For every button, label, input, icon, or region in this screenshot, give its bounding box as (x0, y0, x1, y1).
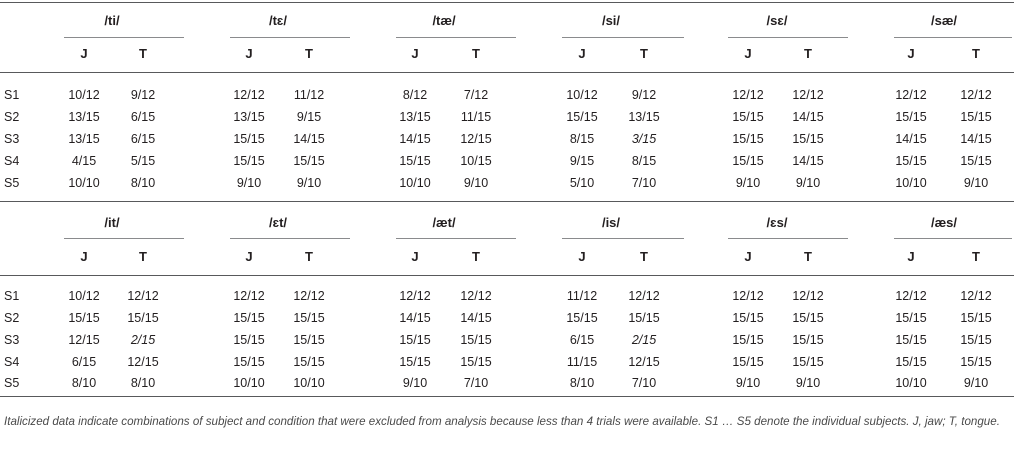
table-cell: 12/12 (895, 289, 927, 303)
table-cell: 15/15 (68, 311, 100, 325)
table-cell: 12/15 (628, 355, 660, 369)
table-cell: 15/15 (293, 333, 325, 347)
group-underline (728, 37, 848, 38)
table-cell: 4/15 (71, 154, 97, 168)
table-cell: 15/15 (960, 154, 992, 168)
group-header: /si/ (601, 13, 621, 28)
row-label: S2 (4, 110, 20, 124)
table-cell: 12/12 (127, 289, 159, 303)
subheader-jaw: J (744, 249, 752, 264)
table-cell: 14/15 (895, 132, 927, 146)
table-cell: 12/12 (399, 289, 431, 303)
table-cell: 15/15 (399, 355, 431, 369)
group-header: /ɛs/ (766, 215, 788, 230)
table-cell: 9/15 (569, 154, 595, 168)
table-rule (0, 72, 1014, 73)
table-rule (0, 2, 1014, 3)
group-underline (230, 238, 350, 239)
group-header: /it/ (104, 215, 120, 230)
table-cell: 15/15 (792, 311, 824, 325)
row-label: S5 (4, 176, 20, 190)
table-cell: 15/15 (732, 333, 764, 347)
table-cell: 15/15 (233, 311, 265, 325)
table-cell: 8/10 (569, 376, 595, 390)
table-cell: 9/10 (735, 176, 761, 190)
subheader-tongue: T (305, 249, 313, 264)
subheader-jaw: J (411, 46, 419, 61)
subheader-tongue: T (139, 249, 147, 264)
table-cell: 10/12 (68, 88, 100, 102)
table-cell: 14/15 (399, 311, 431, 325)
table-cell: 12/12 (233, 88, 265, 102)
table-rule (0, 396, 1014, 397)
subheader-jaw: J (744, 46, 752, 61)
table-cell: 13/15 (68, 110, 100, 124)
table-cell: 12/12 (460, 289, 492, 303)
table-cell: 10/12 (566, 88, 598, 102)
table-cell: 13/15 (68, 132, 100, 146)
table-cell: 7/10 (631, 176, 657, 190)
table-cell: 15/15 (732, 355, 764, 369)
subheader-tongue: T (305, 46, 313, 61)
table-cell: 3/15 (631, 132, 657, 146)
table-cell: 15/15 (399, 154, 431, 168)
subheader-jaw: J (80, 46, 88, 61)
table-cell: 14/15 (293, 132, 325, 146)
table-cell: 6/15 (569, 333, 595, 347)
table-cell: 14/15 (960, 132, 992, 146)
table-cell: 11/12 (293, 88, 325, 102)
table-cell: 15/15 (566, 311, 598, 325)
table-cell: 15/15 (293, 355, 325, 369)
table-cell: 15/15 (127, 311, 159, 325)
subheader-tongue: T (804, 46, 812, 61)
table-cell: 8/10 (71, 376, 97, 390)
table-cell: 15/15 (233, 333, 265, 347)
table-cell: 15/15 (732, 311, 764, 325)
subheader-tongue: T (472, 249, 480, 264)
row-label: S5 (4, 376, 20, 390)
group-header: /is/ (601, 215, 621, 230)
table-cell: 15/15 (895, 333, 927, 347)
table-cell: 14/15 (399, 132, 431, 146)
table-cell: 8/10 (130, 376, 156, 390)
table-cell: 15/15 (233, 355, 265, 369)
table-cell: 15/15 (732, 132, 764, 146)
table-cell: 8/10 (130, 176, 156, 190)
table-cell: 12/12 (628, 289, 660, 303)
row-label: S4 (4, 355, 20, 369)
table-cell: 12/12 (895, 88, 927, 102)
table-cell: 15/15 (628, 311, 660, 325)
table-cell: 15/15 (960, 311, 992, 325)
table-footnote: Italicized data indicate combinations of subject and condition that were excluded from analysis because less than 4 trials were available. S1 … S5 denote the individual subjects. J, jaw; T, tongue. (4, 415, 1000, 428)
table-cell: 5/10 (569, 176, 595, 190)
table-cell: 6/15 (71, 355, 97, 369)
table-cell: 15/15 (960, 355, 992, 369)
group-header: /sɛ/ (766, 13, 788, 28)
group-underline (396, 238, 516, 239)
table-cell: 8/15 (569, 132, 595, 146)
table-cell: 15/15 (233, 154, 265, 168)
group-header: /sæ/ (930, 13, 958, 28)
group-underline (894, 37, 1012, 38)
subheader-tongue: T (472, 46, 480, 61)
table-cell: 15/15 (732, 110, 764, 124)
table-cell: 9/12 (130, 88, 156, 102)
subheader-tongue: T (804, 249, 812, 264)
subheader-jaw: J (245, 249, 253, 264)
table-cell: 12/15 (68, 333, 100, 347)
subheader-tongue: T (640, 249, 648, 264)
row-label: S1 (4, 289, 20, 303)
table-cell: 15/15 (293, 311, 325, 325)
table-cell: 9/10 (402, 376, 428, 390)
group-header: /tæ/ (432, 13, 456, 28)
subheader-jaw: J (907, 46, 915, 61)
table-cell: 9/10 (795, 176, 821, 190)
row-label: S2 (4, 311, 20, 325)
table-cell: 9/15 (296, 110, 322, 124)
subheader-jaw: J (578, 249, 586, 264)
table-cell: 13/15 (628, 110, 660, 124)
table-cell: 12/12 (233, 289, 265, 303)
table-cell: 7/12 (463, 88, 489, 102)
table-cell: 12/12 (792, 289, 824, 303)
table-cell: 2/15 (631, 333, 657, 347)
row-label: S3 (4, 333, 20, 347)
table-cell: 15/15 (792, 132, 824, 146)
subheader-jaw: J (80, 249, 88, 264)
table-cell: 8/12 (402, 88, 428, 102)
table-cell: 8/15 (631, 154, 657, 168)
table-cell: 15/15 (895, 311, 927, 325)
table-cell: 12/12 (732, 88, 764, 102)
table-cell: 10/10 (68, 176, 100, 190)
table-cell: 9/10 (463, 176, 489, 190)
row-label: S3 (4, 132, 20, 146)
table-cell: 15/15 (792, 355, 824, 369)
subheader-jaw: J (907, 249, 915, 264)
table-cell: 15/15 (233, 132, 265, 146)
group-header: /æt/ (432, 215, 456, 230)
group-underline (396, 37, 516, 38)
table-cell: 15/15 (566, 110, 598, 124)
table-cell: 10/10 (895, 376, 927, 390)
subheader-jaw: J (245, 46, 253, 61)
table-cell: 11/15 (566, 355, 598, 369)
table-cell: 12/12 (960, 88, 992, 102)
subheader-jaw: J (411, 249, 419, 264)
table-cell: 15/15 (895, 110, 927, 124)
row-label: S4 (4, 154, 20, 168)
group-underline (562, 238, 684, 239)
table-cell: 10/10 (399, 176, 431, 190)
table-cell: 9/10 (735, 376, 761, 390)
table-cell: 9/12 (631, 88, 657, 102)
table-cell: 9/10 (795, 376, 821, 390)
table-cell: 9/10 (296, 176, 322, 190)
table-cell: 6/15 (130, 110, 156, 124)
group-underline (64, 238, 184, 239)
table-cell: 12/15 (460, 132, 492, 146)
table-cell: 14/15 (792, 110, 824, 124)
table-cell: 10/15 (460, 154, 492, 168)
table-cell: 15/15 (293, 154, 325, 168)
table-cell: 12/15 (127, 355, 159, 369)
group-header: /æs/ (930, 215, 958, 230)
subheader-tongue: T (972, 46, 980, 61)
table-cell: 15/15 (399, 333, 431, 347)
group-underline (230, 37, 350, 38)
group-header: /ti/ (104, 13, 120, 28)
table-cell: 15/15 (460, 355, 492, 369)
table-cell: 9/10 (963, 376, 989, 390)
table-cell: 9/10 (236, 176, 262, 190)
table-cell: 15/15 (895, 355, 927, 369)
table-cell: 15/15 (732, 154, 764, 168)
table-cell: 13/15 (233, 110, 265, 124)
table-cell: 15/15 (792, 333, 824, 347)
subheader-tongue: T (972, 249, 980, 264)
table-cell: 6/15 (130, 132, 156, 146)
table-cell: 11/15 (460, 110, 492, 124)
table-cell: 10/12 (68, 289, 100, 303)
table-cell: 7/10 (631, 376, 657, 390)
table-cell: 15/15 (460, 333, 492, 347)
subheader-jaw: J (578, 46, 586, 61)
group-header: /tɛ/ (268, 13, 288, 28)
table-cell: 12/12 (792, 88, 824, 102)
table-cell: 11/12 (566, 289, 598, 303)
table-cell: 10/10 (895, 176, 927, 190)
table-cell: 7/10 (463, 376, 489, 390)
group-underline (894, 238, 1012, 239)
table-rule (0, 201, 1014, 202)
table-cell: 15/15 (960, 110, 992, 124)
table-cell: 15/15 (895, 154, 927, 168)
table-cell: 14/15 (792, 154, 824, 168)
group-underline (728, 238, 848, 239)
row-label: S1 (4, 88, 20, 102)
table-cell: 14/15 (460, 311, 492, 325)
group-underline (64, 37, 184, 38)
group-underline (562, 37, 684, 38)
subheader-tongue: T (640, 46, 648, 61)
table-cell: 15/15 (960, 333, 992, 347)
table-cell: 12/12 (732, 289, 764, 303)
table-cell: 12/12 (960, 289, 992, 303)
table-cell: 2/15 (130, 333, 156, 347)
table-rule (0, 275, 1014, 276)
table-cell: 12/12 (293, 289, 325, 303)
subheader-tongue: T (139, 46, 147, 61)
table-cell: 13/15 (399, 110, 431, 124)
table-cell: 10/10 (233, 376, 265, 390)
table-cell: 9/10 (963, 176, 989, 190)
table-cell: 10/10 (293, 376, 325, 390)
group-header: /ɛt/ (268, 215, 288, 230)
table-cell: 5/15 (130, 154, 156, 168)
